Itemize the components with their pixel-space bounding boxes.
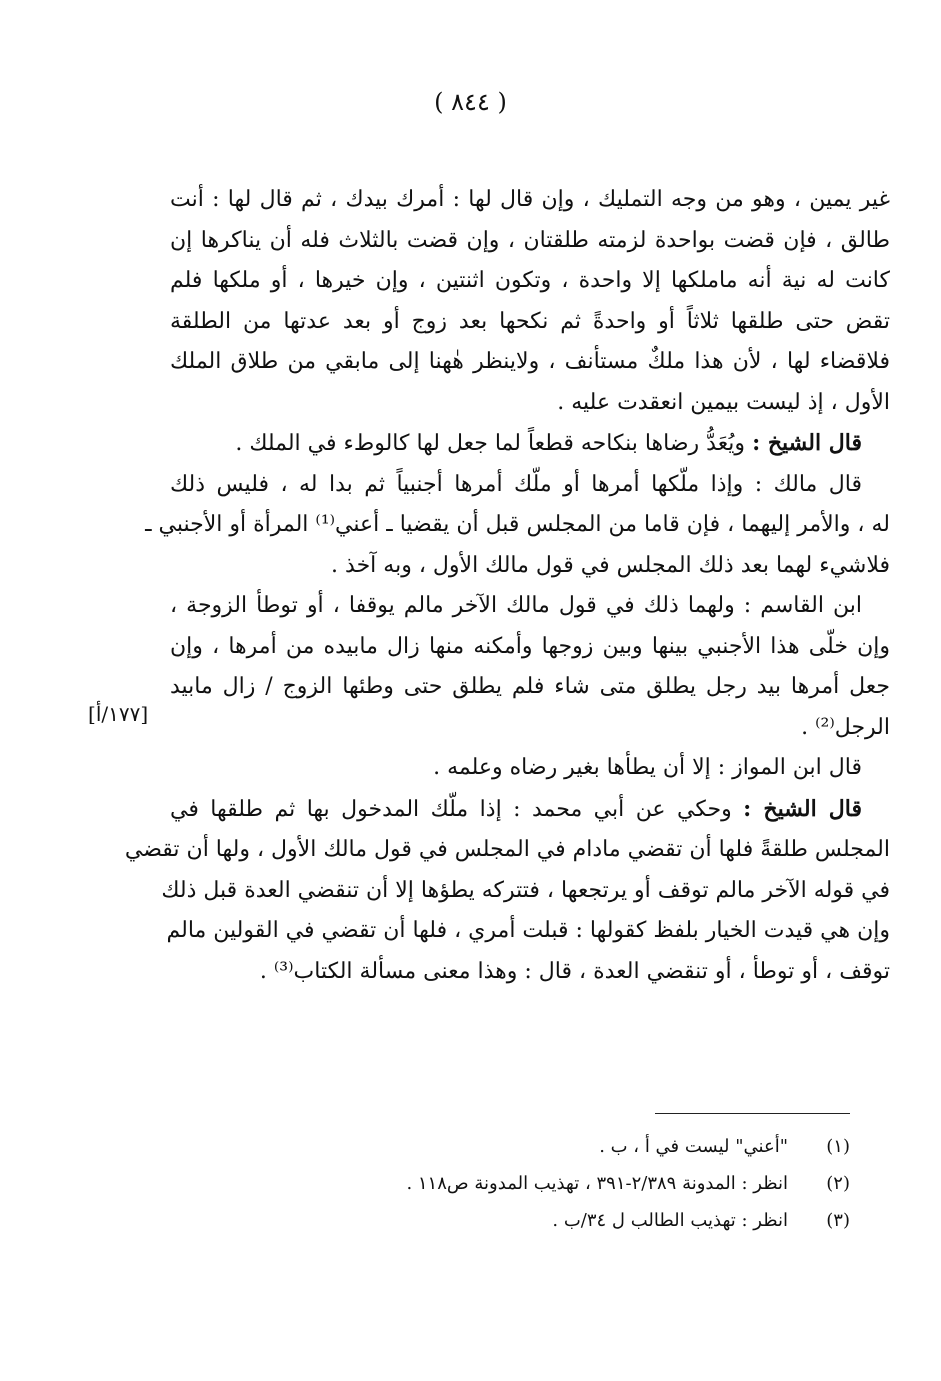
line-text: ويُعَدُّ رضاها بنكاحه قطعاً لما جعل لها كالوطء في الملك .: [235, 431, 753, 456]
text-line: [170, 627, 890, 668]
text-line: [170, 261, 890, 302]
line-text: وإن هي قيدت الخيار بلفظ كقولها : قبلت أمري ، فلها أن تقضي في القولين مالم: [166, 918, 890, 943]
text-line: [170, 383, 890, 424]
text-line: [161, 871, 890, 912]
text-line: [170, 708, 890, 749]
text-line: [170, 221, 890, 262]
line-text: وإن خلّى هذا الأجنبي بينها وبين زوجها وأمكنه منها زال مابيده من أمرها ، وإن: [170, 633, 890, 659]
footnote: [200, 1165, 850, 1202]
line-text: قال مالك : وإذا ملّكها أمرها أو ملّك أمرها أجنبياً ثم بدا له ، فليس ذلك: [170, 471, 862, 497]
line-text: وحكي عن أبي محمد : إذا ملّك المدخول بها ثم طلقها في: [170, 796, 744, 822]
text-line: [166, 911, 890, 952]
text-line: [170, 302, 890, 343]
line-text: الرجل⁽²⁾ .: [801, 714, 890, 740]
page-number: ( ٨٤٤ ): [434, 88, 507, 116]
text-line: [145, 505, 890, 546]
margin-folio-reference: [١٧٧/أ]: [88, 702, 149, 726]
text-line: [170, 180, 890, 221]
text-line: [170, 667, 890, 708]
line-text: الأول ، إذ ليست بيمين انعقدت عليه .: [557, 389, 890, 415]
text-line: [170, 586, 890, 627]
text-line: [170, 342, 890, 383]
line-text: غير يمين ، وهو من وجه التمليك ، وإن قال لها : أمرك بيدك ، ثم قال لها : أنت: [170, 187, 890, 212]
speaker-label: قال الشيخ :: [743, 795, 862, 822]
footnote-text: "أعني" ليست في أ ، ب .: [599, 1136, 788, 1157]
footnote-separator: [655, 1113, 850, 1114]
line-text: له ، والأمر إليهما ، فإن قاما من المجلس قبل أن يقضيا ـ أعني⁽¹⁾ المرأة أو الأجنبي ـ: [145, 512, 890, 537]
text-line: [170, 952, 890, 993]
footnotes: [200, 1128, 850, 1239]
footnote-number: (٢): [826, 1173, 850, 1194]
text-line: [170, 423, 890, 465]
text-line: [170, 546, 890, 587]
line-text: طالق ، فإن قضت بواحدة لزمته طلقتان ، وإن قضت بالثلاث فله أن يناكرها إن: [170, 227, 890, 253]
line-text: المجلس طلقةً فلها أن تقضي مادام في المجلس في قول مالك الأول ، ولها أن تقضي: [124, 837, 890, 862]
line-text: فلاقضاء لها ، لأن هذا ملكٌ مستأنف ، ولاينظر هٰهنا إلى مابقي من طلاق الملك: [170, 349, 890, 374]
footnote: [200, 1128, 850, 1165]
footnote-number: (١): [826, 1136, 850, 1157]
text-line: [170, 465, 890, 506]
text-line: [170, 748, 890, 789]
footnote-number: (٣): [826, 1210, 850, 1231]
text-line: [124, 830, 890, 871]
line-text: في قوله الآخر مالم توقف أو يرتجعها ، فتتركه يطؤها إلا أن تنقضي العدة قبل ذلك: [161, 877, 890, 903]
footnote-text: انظر : تهذيب الطالب ل ٣٤/ب .: [552, 1210, 788, 1231]
line-text: تقض حتى طلقها ثلاثاً أو واحدةً ثم نكحها بعد زوج أو بعد عدتها من الطلقة: [170, 308, 890, 334]
line-text: قال ابن المواز : إلا أن يطأها بغير رضاه وعلمه .: [433, 755, 862, 780]
footnote: [200, 1202, 850, 1239]
speaker-label: قال الشيخ :: [752, 430, 862, 456]
text-line: [170, 789, 890, 831]
line-text: ابن القاسم : ولهما ذلك في قول مالك الآخر مالم يوقفا ، أو توطأ الزوجة ،: [170, 593, 862, 618]
footnote-text: انظر : المدونة ٢/٣٨٩-٣٩١ ، تهذيب المدونة ص١١٨ .: [406, 1173, 788, 1194]
line-text: جعل أمرها بيد رجل يطلق متى شاء فلم يطلق حتى وطئها الزوج / زال مابيد: [170, 674, 890, 699]
line-text: كانت له نية أنه ماملكها إلا واحدة ، وتكون اثنتين ، وإن خيرها ، أو ملكها فلم: [170, 268, 890, 293]
main-text: [124, 180, 890, 992]
line-text: فلاشيء لهما بعد ذلك المجلس في قول مالك الأول ، وبه آخذ .: [331, 552, 890, 578]
line-text: توقف ، أو توطأ ، أو تنقضي العدة ، قال : وهذا معنى مسألة الكتاب⁽³⁾ .: [259, 958, 890, 984]
